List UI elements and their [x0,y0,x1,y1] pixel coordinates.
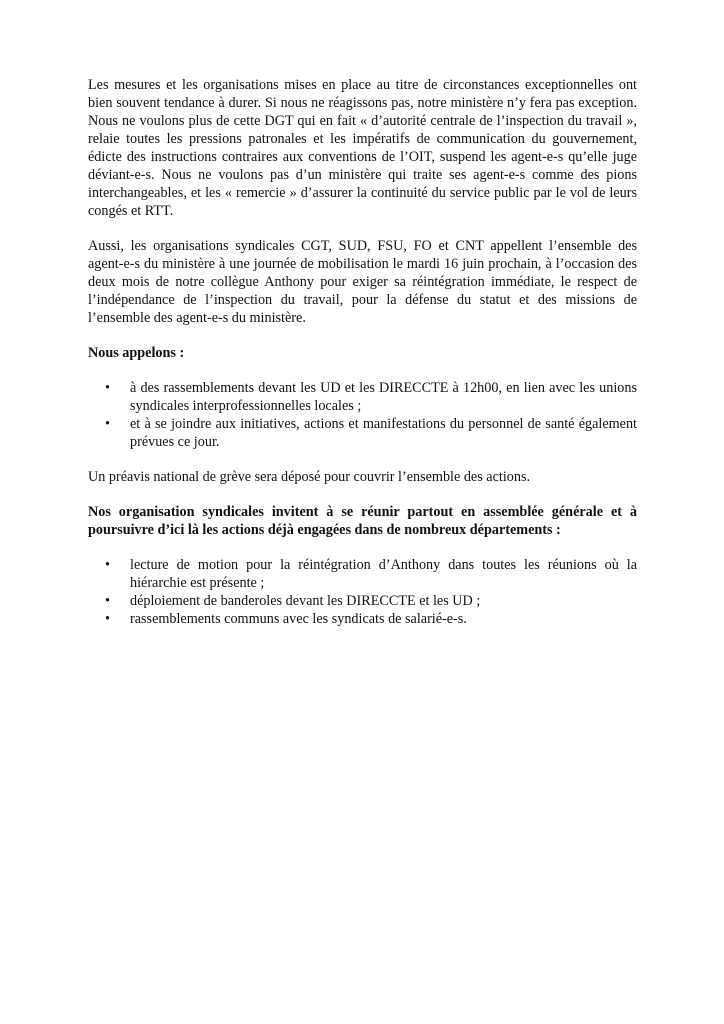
list-item-text: déploiement de banderoles devant les DIRECCTE et les UD ; [130,593,481,609]
bullet-icon: • [105,557,110,573]
list-item [88,556,637,592]
list-item [88,610,637,628]
bullet-icon: • [105,380,110,396]
paragraph-intro: Les mesures et les organisations mises en place au titre de circonstances exceptionnelles ont bien souvent tendance à durer. Si nous ne réagissons pas, notre ministère n’y fera pas exception. Nous ne voulons plus de cette DGT qui en fait « d’autorité centrale de l’inspection du travail », relaie toutes les pressions patronales et les impératifs de communication du gouvernement, édicte des instructions contraires aux conventions de l’OIT, suspend les agent-e-s qu’elle juge déviant-e-s. Nous ne voulons pas d’un ministère qui traite ses agent-e-s comme des pions interchangeables, et les « remercie » d’assurer la continuité du service public par le vol de leurs congés et RTT. [88,77,637,219]
actions-list [88,556,637,628]
heading-assemblies: Nos organisation syndicales invitent à se réunir partout en assemblée générale et à poursuivre d’ici là les actions déjà engagées dans de nombreux départements : [88,504,637,538]
list-item-text: lecture de motion pour la réintégration d’Anthony dans toutes les réunions où la hiérarchie est présente ; [130,557,637,591]
document-page [88,76,637,645]
list-item [88,415,637,451]
list-item-text: rassemblements communs avec les syndicats de salarié-e-s. [130,611,467,627]
call-list [88,379,637,451]
bullet-icon: • [105,593,110,609]
bullet-icon: • [105,611,110,627]
list-item [88,379,637,415]
bullet-icon: • [105,416,110,432]
heading-nous-appelons: Nous appelons : [88,345,185,361]
list-item-text: et à se joindre aux initiatives, actions et manifestations du personnel de santé également prévues ce jour. [130,416,637,450]
list-item [88,592,637,610]
list-item-text: à des rassemblements devant les UD et les DIRECCTE à 12h00, en lien avec les unions syndicales interprofessionnelles locales ; [130,380,637,414]
paragraph-call: Aussi, les organisations syndicales CGT, SUD, FSU, FO et CNT appellent l’ensemble des agent-e-s du ministère à une journée de mobilisation le mardi 16 juin prochain, à l’occasion des deux mois de notre collègue Anthony pour exiger sa réintégration immédiate, le respect de l’indépendance de l’inspection du travail, pour la défense du statut et des missions de l’ensemble des agent-e-s du ministère. [88,238,637,326]
paragraph-strike-notice: Un préavis national de grève sera déposé pour couvrir l’ensemble des actions. [88,469,531,485]
